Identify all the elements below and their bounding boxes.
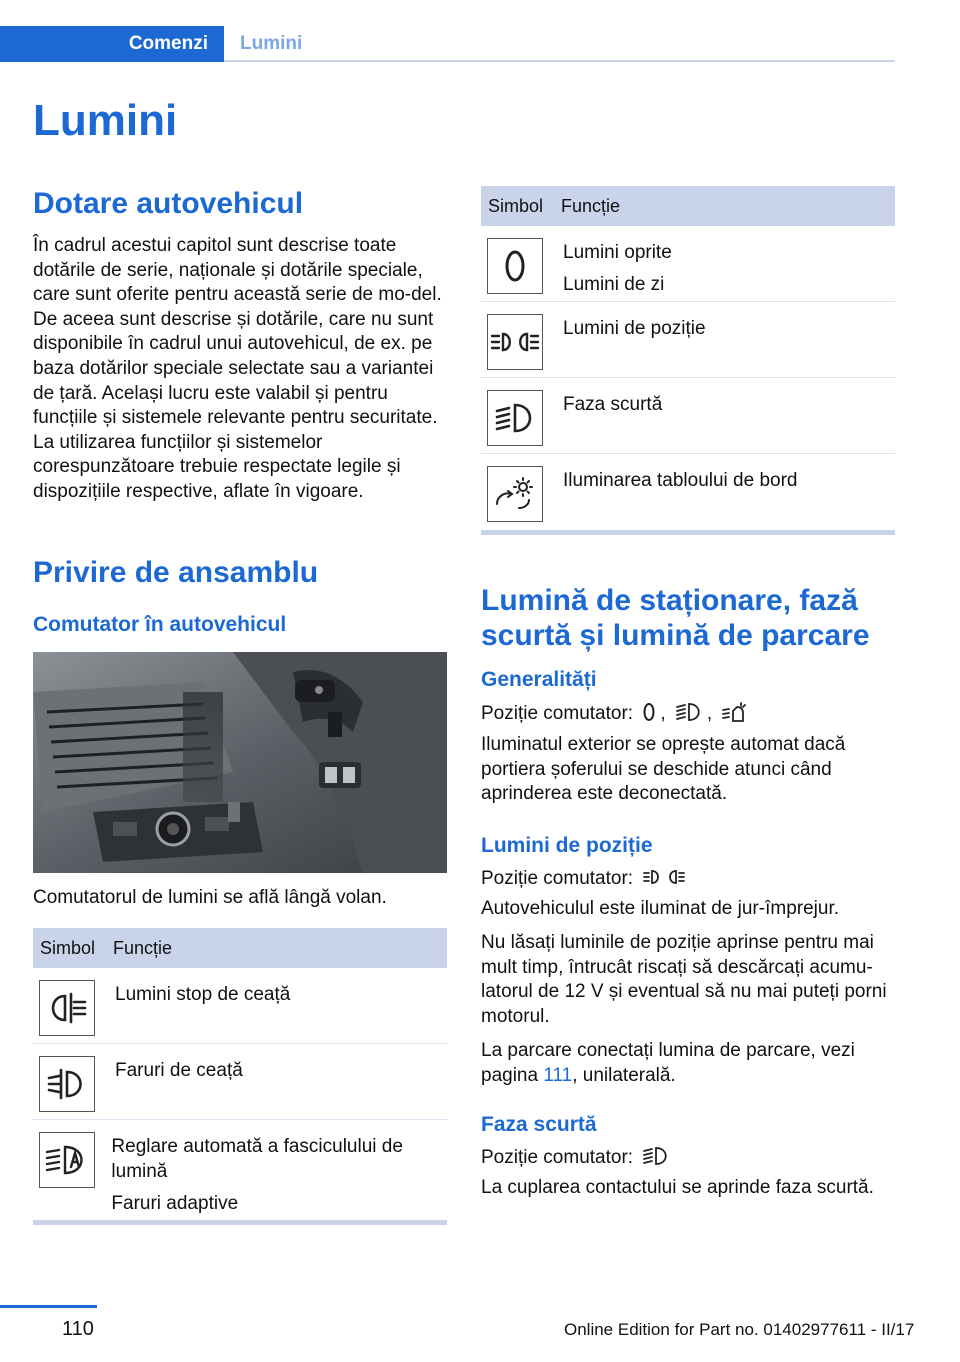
function-text: Lumini oprite xyxy=(563,242,672,263)
car-interior-illustration xyxy=(33,652,447,873)
table-row xyxy=(481,454,895,530)
low-beam-icon xyxy=(487,390,543,446)
function-text: Lumini de poziție xyxy=(563,318,706,339)
table-row xyxy=(481,226,895,302)
auto-headlight-icon xyxy=(39,1132,95,1188)
subsection-title-comutator: Comutator în autovehicul xyxy=(33,613,287,636)
dashboard-illumination-icon xyxy=(487,466,543,522)
section-title-dotare: Dotare autovehicul xyxy=(33,187,304,220)
subsection-title-faza-scurta: Faza scurtă xyxy=(481,1113,597,1136)
edition-info: Online Edition for Part no. 01402977611 - II/17 xyxy=(564,1320,915,1339)
separator: , xyxy=(706,703,713,724)
table-header xyxy=(481,186,895,226)
table-row xyxy=(33,968,447,1044)
footer-accent-line xyxy=(0,1305,97,1308)
table-row xyxy=(481,378,895,454)
table-header xyxy=(33,928,447,968)
page-title: Lumini xyxy=(33,96,178,145)
faza-body: La cuplarea contactului se aprinde faza scurtă. xyxy=(481,1177,874,1198)
light-switch-photo xyxy=(33,652,447,873)
tab-comenzi[interactable]: Comenzi xyxy=(0,26,224,62)
page-reference-link[interactable]: 111 xyxy=(543,1064,573,1086)
table-bottom-rule xyxy=(33,1220,447,1225)
photo-caption: Comutatorul de lumini se află lângă volan. xyxy=(33,887,387,908)
pozitie-body-3 xyxy=(481,1039,895,1088)
rear-fog-light-icon xyxy=(39,980,95,1036)
subsection-title-lumini-pozitie: Lumini de poziție xyxy=(481,834,653,857)
function-text: Faza scurtă xyxy=(563,394,663,415)
low-beam-icon xyxy=(642,1145,670,1175)
pozitie-body-3-tail: , unilaterală. xyxy=(572,1064,676,1086)
page-number: 110 xyxy=(62,1318,94,1340)
parking-light-side-icon xyxy=(721,701,749,731)
header-tabs xyxy=(0,26,895,62)
tab-lumini[interactable]: Lumini xyxy=(240,33,303,54)
function-text: Iluminarea tabloului de bord xyxy=(563,470,798,491)
function-text: Reglare automată a fasciculului de lumină xyxy=(111,1136,403,1182)
switch-position-line xyxy=(481,701,895,731)
pozitie-body-3-text: La parcare conectați lumina de parcare, vezi pagina xyxy=(481,1040,855,1086)
front-fog-light-icon xyxy=(39,1056,95,1112)
pozitie-body-2: Nu lăsați luminile de poziție aprinse pentru mai mult timp, întrucât riscați să descărcați acumu‐latorul de 12 V și eventual să nu mai puteți porni motorul. xyxy=(481,932,887,1027)
right-symbol-table xyxy=(481,186,895,535)
table-row xyxy=(481,302,895,378)
low-beam-icon xyxy=(675,701,703,731)
parking-lights-icon xyxy=(487,314,543,370)
dotare-paragraph: În cadrul acestui capitol sunt descrise toate dotările de serie, naționale și dotările speciale, care sunt oferite pentru această serie de mo‐del. De aceea sunt descrise și dotările, care nu sunt disponibile în cadrul unui autovehicul, de ex. pe baza dotărilor speciale selectate sau a variantei de țară. Același lucru este valabil și pentru funcțiile și sistemele relevante pentru securitate. La utilizarea funcțiilor și sistemelor corespunzătoare trebuie respectate legile și dispozițiile respective, aflate în vigoare. xyxy=(33,235,442,502)
left-symbol-table xyxy=(33,928,447,1225)
subsection-title-generalitati: Generalități xyxy=(481,668,597,691)
section-title-privire: Privire de ansamblu xyxy=(33,556,319,589)
function-text: Faruri adaptive xyxy=(111,1193,239,1214)
parking-lights-icon xyxy=(642,866,686,896)
zero-position-icon xyxy=(487,238,543,294)
table-row xyxy=(33,1044,447,1120)
switch-position-label: Poziție comutator: xyxy=(481,1147,634,1168)
col-function-header: Funcție xyxy=(113,937,173,958)
generalitati-body: Iluminatul exterior se oprește automat dacă portiera șoferului se deschide atunci când aprinderea este deconectată. xyxy=(481,734,846,805)
switch-position-label: Poziție comutator: xyxy=(481,868,634,889)
table-bottom-rule xyxy=(481,530,895,535)
switch-position-line xyxy=(481,1145,895,1175)
function-text: Faruri de ceață xyxy=(115,1060,243,1081)
zero-position-icon xyxy=(642,701,656,731)
col-symbol-header: Simbol xyxy=(488,195,544,216)
function-text: Lumini stop de ceață xyxy=(115,984,291,1005)
col-function-header: Funcție xyxy=(561,195,621,216)
switch-position-label: Poziție comutator: xyxy=(481,703,634,724)
switch-position-line xyxy=(481,866,895,896)
section-title-lumina-stationare: Lumină de staționare, fază scurtă și lumină de parcare xyxy=(481,584,870,652)
pozitie-body-1: Autovehiculul este iluminat de jur-împrejur. xyxy=(481,898,840,919)
col-symbol-header: Simbol xyxy=(40,937,96,958)
function-text: Lumini de zi xyxy=(563,274,665,295)
table-row xyxy=(33,1120,447,1220)
separator: , xyxy=(660,703,666,724)
